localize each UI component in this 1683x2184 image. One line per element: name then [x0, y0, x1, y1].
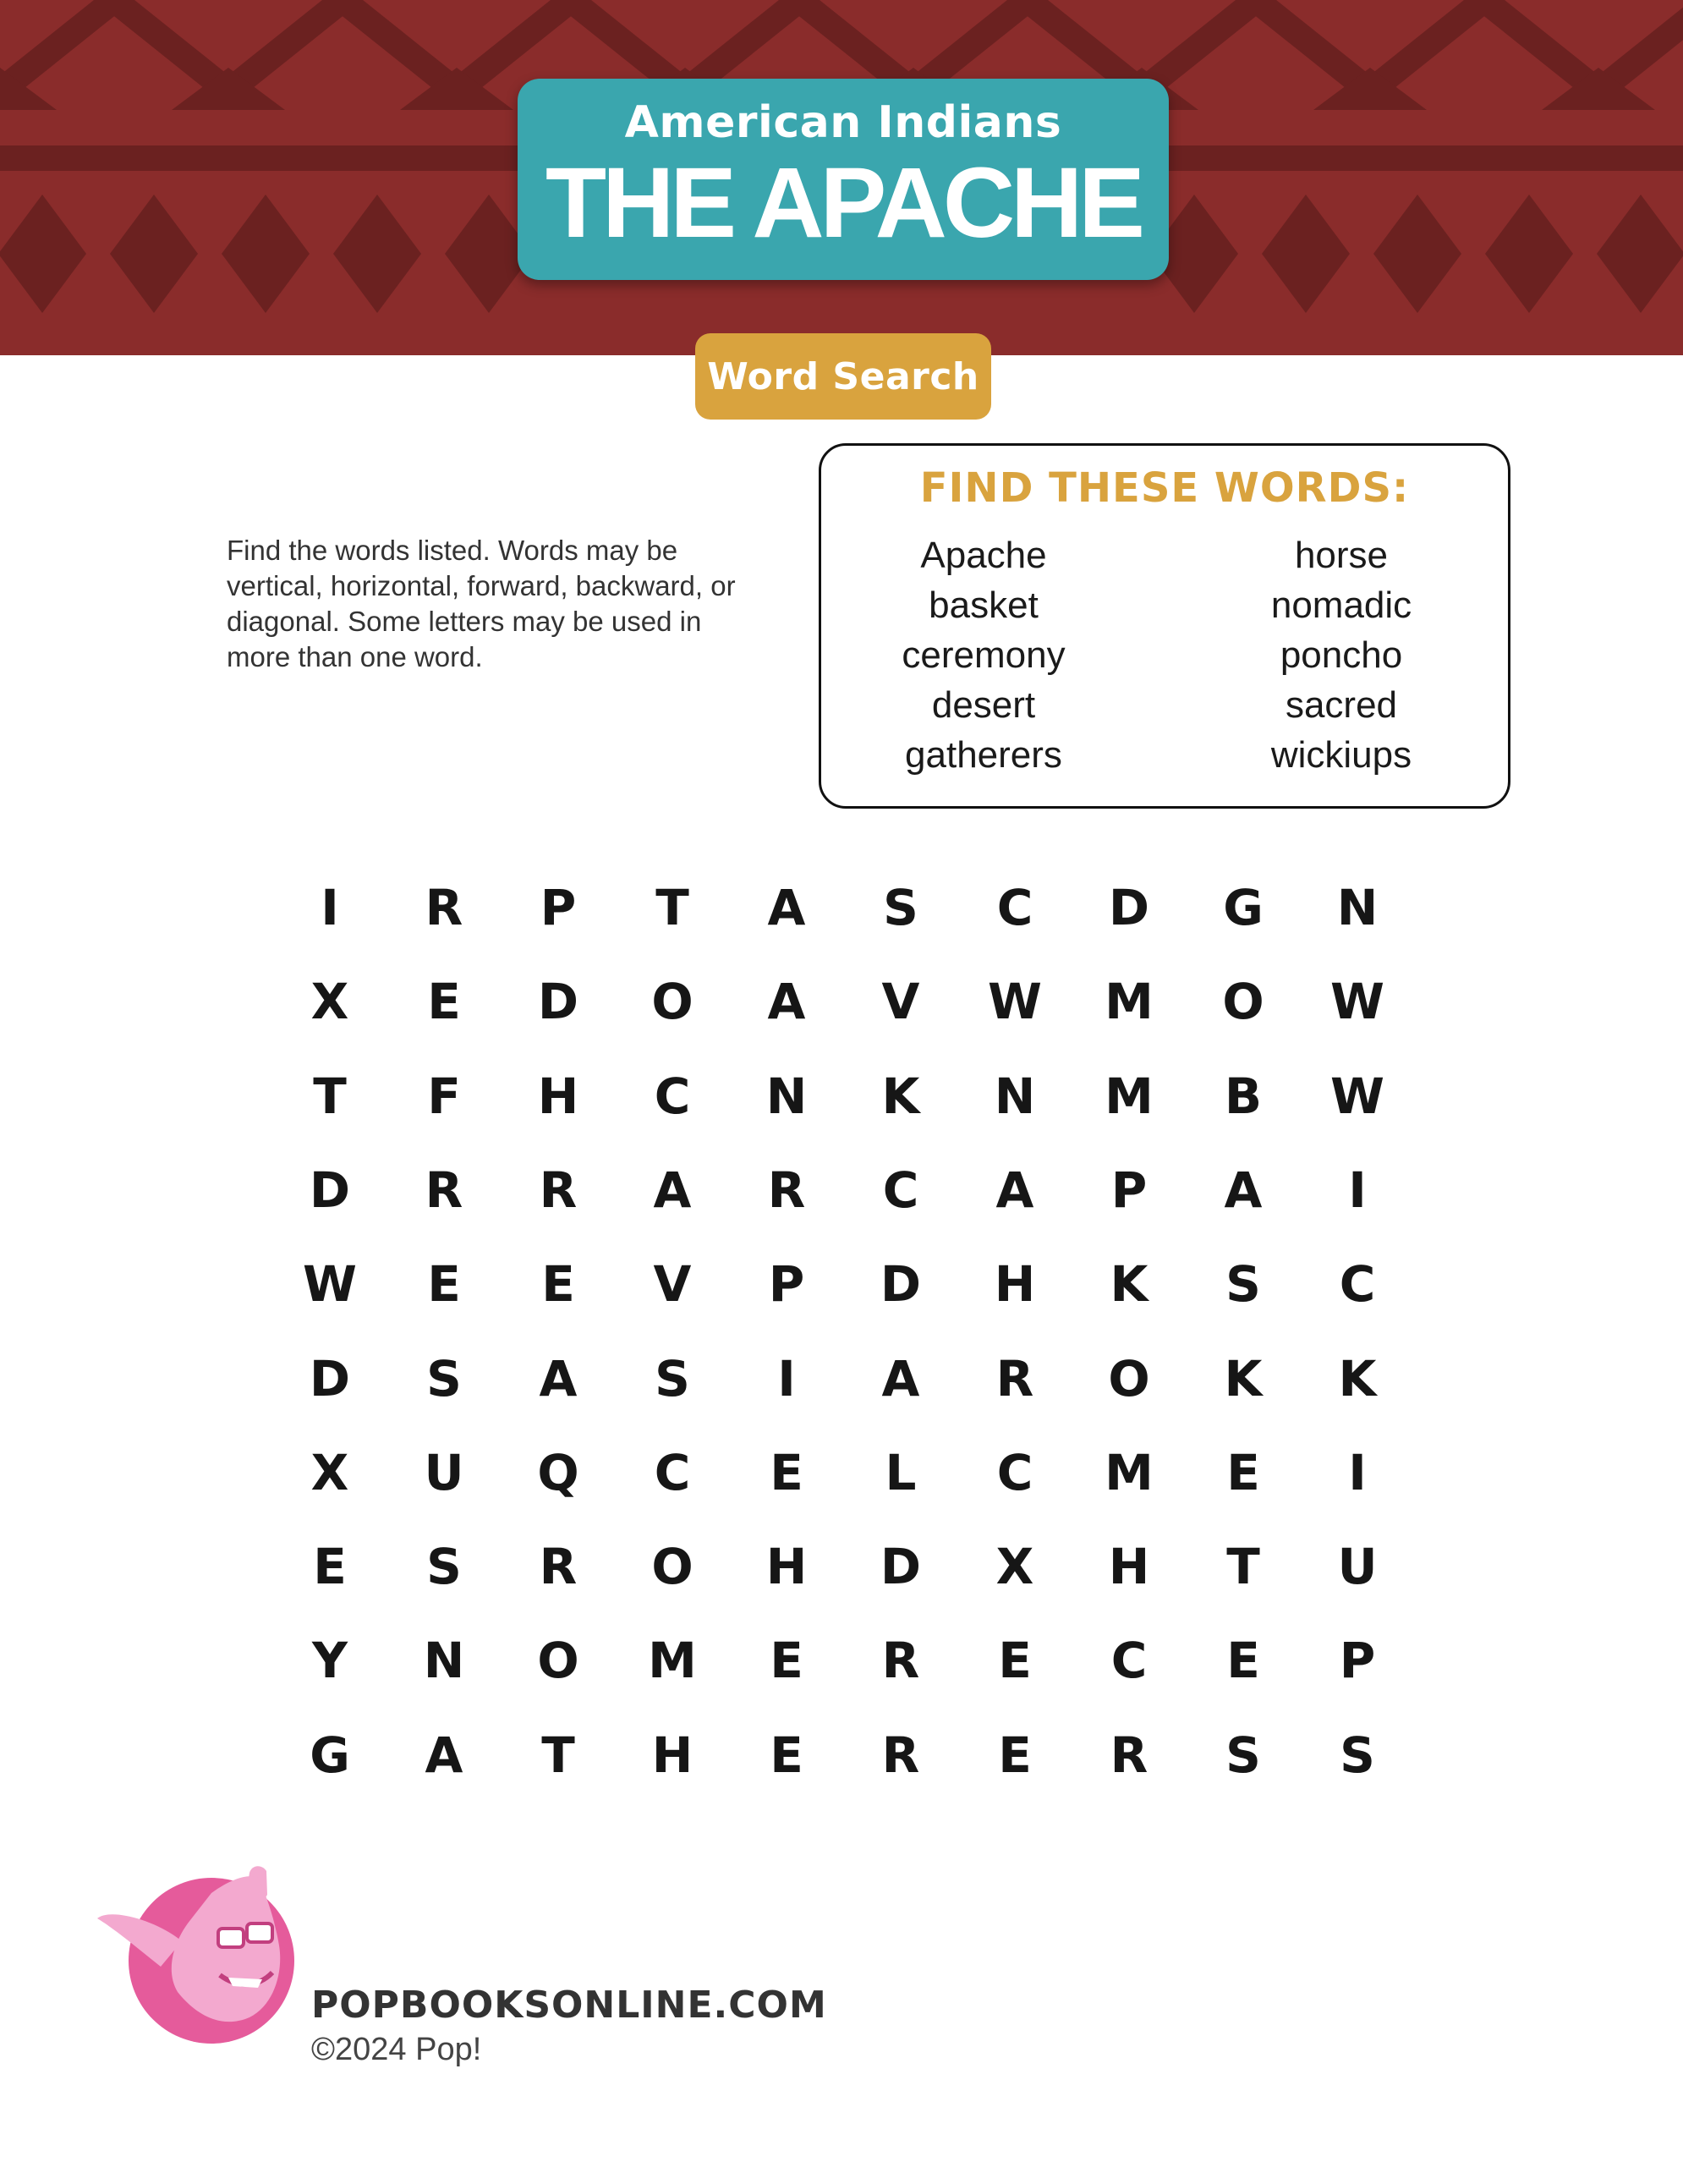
grid-letter[interactable]: F — [427, 1067, 461, 1125]
grid-letter[interactable]: A — [767, 879, 806, 936]
word-item: wickiups — [1270, 734, 1412, 776]
grid-letter[interactable]: K — [1338, 1349, 1377, 1408]
grid-letter[interactable]: Y — [312, 1632, 348, 1690]
grid-letter[interactable]: D — [309, 1349, 351, 1408]
grid-letter[interactable]: O — [1222, 973, 1264, 1031]
grid-letter[interactable]: A — [767, 973, 806, 1031]
grid-letter[interactable]: O — [651, 1538, 693, 1596]
grid-letter[interactable]: E — [427, 1255, 461, 1314]
grid-letter[interactable]: S — [426, 1349, 462, 1408]
grid-letter[interactable]: X — [310, 1443, 349, 1501]
grid-letter[interactable]: M — [1105, 1067, 1154, 1125]
grid-letter[interactable]: K — [1110, 1255, 1148, 1314]
grid-letter[interactable]: V — [653, 1255, 692, 1314]
word-item: sacred — [1285, 684, 1398, 726]
grid-letter[interactable]: A — [995, 1161, 1034, 1219]
grid-letter[interactable]: T — [541, 1726, 575, 1784]
grid-letter[interactable]: C — [996, 1443, 1033, 1501]
word-item: desert — [931, 684, 1036, 726]
grid-letter[interactable]: P — [768, 1255, 805, 1314]
grid-letter[interactable]: P — [540, 879, 577, 936]
grid-letter[interactable]: E — [541, 1255, 575, 1314]
grid-letter[interactable]: D — [309, 1161, 351, 1219]
grid-letter[interactable]: A — [425, 1726, 463, 1784]
grid-letter[interactable]: N — [765, 1067, 808, 1125]
grid-letter[interactable]: E — [998, 1726, 1032, 1784]
grid-letter[interactable]: I — [777, 1349, 796, 1408]
grid-letter[interactable]: N — [1336, 879, 1379, 936]
copyright-text: ©2024 Pop! — [311, 2032, 482, 2067]
grid-letter[interactable]: S — [655, 1349, 690, 1408]
grid-letter[interactable]: D — [1108, 879, 1150, 936]
grid-letter[interactable]: W — [988, 973, 1042, 1031]
grid-letter[interactable]: T — [1226, 1538, 1260, 1596]
grid-letter[interactable]: L — [885, 1443, 917, 1501]
grid-letter[interactable]: D — [537, 973, 579, 1031]
grid-letter[interactable]: R — [539, 1538, 578, 1596]
grid-letter[interactable]: E — [770, 1726, 803, 1784]
grid-letter[interactable]: C — [1339, 1255, 1376, 1314]
grid-letter[interactable]: A — [881, 1349, 920, 1408]
grid-letter[interactable]: S — [1225, 1255, 1261, 1314]
grid-letter[interactable]: G — [1223, 879, 1264, 936]
word-item: ceremony — [902, 634, 1066, 676]
word-item: horse — [1294, 535, 1389, 576]
grid-letter[interactable]: R — [1110, 1726, 1148, 1784]
grid-letter[interactable]: E — [770, 1443, 803, 1501]
grid-letter[interactable]: K — [1224, 1349, 1263, 1408]
instructions-text: Find the words listed. Words may be vertical, horizontal, forward, backward, or diagonal. Some letters may be used in more than one word. — [227, 535, 736, 672]
grid-letter[interactable]: C — [882, 1161, 919, 1219]
grid-letter[interactable]: E — [427, 973, 461, 1031]
grid-letter[interactable]: V — [881, 973, 920, 1031]
grid-letter[interactable]: T — [313, 1067, 347, 1125]
grid-letter[interactable]: D — [880, 1255, 922, 1314]
grid-letter[interactable]: R — [425, 1161, 463, 1219]
kangaroo-mascot-icon — [93, 1861, 321, 2047]
word-item: basket — [929, 584, 1039, 626]
grid-letter[interactable]: W — [1330, 973, 1384, 1031]
grid-letter[interactable]: H — [994, 1255, 1036, 1314]
grid-letter[interactable]: W — [303, 1255, 357, 1314]
grid-letter[interactable]: M — [1105, 973, 1154, 1031]
grid-letter[interactable]: X — [995, 1538, 1034, 1596]
grid-letter[interactable]: O — [651, 973, 693, 1031]
grid-letter[interactable]: E — [998, 1632, 1032, 1690]
grid-letter[interactable]: K — [881, 1067, 920, 1125]
grid-letter[interactable]: X — [310, 973, 349, 1031]
grid-letter[interactable]: M — [1105, 1443, 1154, 1501]
grid-letter[interactable]: D — [880, 1538, 922, 1596]
grid-letter[interactable]: H — [537, 1067, 579, 1125]
grid-letter[interactable]: T — [655, 879, 689, 936]
word-item: gatherers — [905, 734, 1062, 776]
grid-letter[interactable]: R — [881, 1632, 920, 1690]
word-search-badge: Word Search — [695, 333, 991, 420]
word-item: poncho — [1280, 634, 1403, 676]
grid-letter[interactable]: R — [995, 1349, 1034, 1408]
word-list-title: FIND THESE WORDS: — [919, 464, 1410, 512]
grid-letter[interactable]: R — [425, 879, 463, 936]
grid-letter[interactable]: N — [994, 1067, 1036, 1125]
grid-letter[interactable]: H — [651, 1726, 693, 1784]
website-link[interactable]: POPBOOKSONLINE.COM — [311, 1984, 827, 2027]
grid-letter[interactable]: O — [537, 1632, 579, 1690]
grid-letter[interactable]: P — [1110, 1161, 1148, 1219]
series-subtitle: American Indians — [624, 97, 1062, 148]
grid-letter[interactable]: S — [883, 879, 918, 936]
grid-letter[interactable]: R — [881, 1726, 920, 1784]
grid-letter[interactable]: R — [539, 1161, 578, 1219]
grid-letter[interactable]: E — [770, 1632, 803, 1690]
grid-letter[interactable]: A — [653, 1161, 692, 1219]
grid-letter[interactable]: C — [1110, 1632, 1148, 1690]
grid-letter[interactable]: B — [1224, 1067, 1263, 1125]
grid-letter[interactable]: N — [423, 1632, 465, 1690]
grid-letter[interactable]: U — [424, 1443, 464, 1501]
grid-letter[interactable]: Q — [537, 1443, 579, 1501]
grid-letter[interactable]: E — [1226, 1443, 1260, 1501]
grid-letter[interactable]: A — [539, 1349, 578, 1408]
grid-letter[interactable]: W — [1330, 1067, 1384, 1125]
word-item: nomadic — [1270, 584, 1412, 626]
grid-letter[interactable]: I — [1348, 1443, 1367, 1501]
grid-letter[interactable]: H — [765, 1538, 808, 1596]
grid-letter[interactable]: I — [321, 879, 339, 936]
grid-letter[interactable]: E — [1226, 1632, 1260, 1690]
grid-letter[interactable]: S — [426, 1538, 462, 1596]
word-item: Apache — [920, 535, 1047, 576]
grid-letter[interactable]: M — [648, 1632, 697, 1690]
grid-letter[interactable]: H — [1108, 1538, 1150, 1596]
grid-letter[interactable]: I — [1348, 1161, 1367, 1219]
grid-letter[interactable]: C — [654, 1067, 691, 1125]
grid-letter[interactable]: U — [1337, 1538, 1378, 1596]
grid-letter[interactable]: G — [310, 1726, 350, 1784]
page-title: THE APACHE — [545, 147, 1141, 259]
grid-letter[interactable]: A — [1224, 1161, 1263, 1219]
grid-letter[interactable]: P — [1339, 1632, 1376, 1690]
grid-letter[interactable]: S — [1340, 1726, 1375, 1784]
grid-letter[interactable]: S — [1225, 1726, 1261, 1784]
grid-letter[interactable]: E — [313, 1538, 347, 1596]
grid-letter[interactable]: C — [654, 1443, 691, 1501]
grid-letter[interactable]: O — [1108, 1349, 1150, 1408]
grid-letter[interactable]: R — [767, 1161, 806, 1219]
grid-letter[interactable]: C — [996, 879, 1033, 936]
